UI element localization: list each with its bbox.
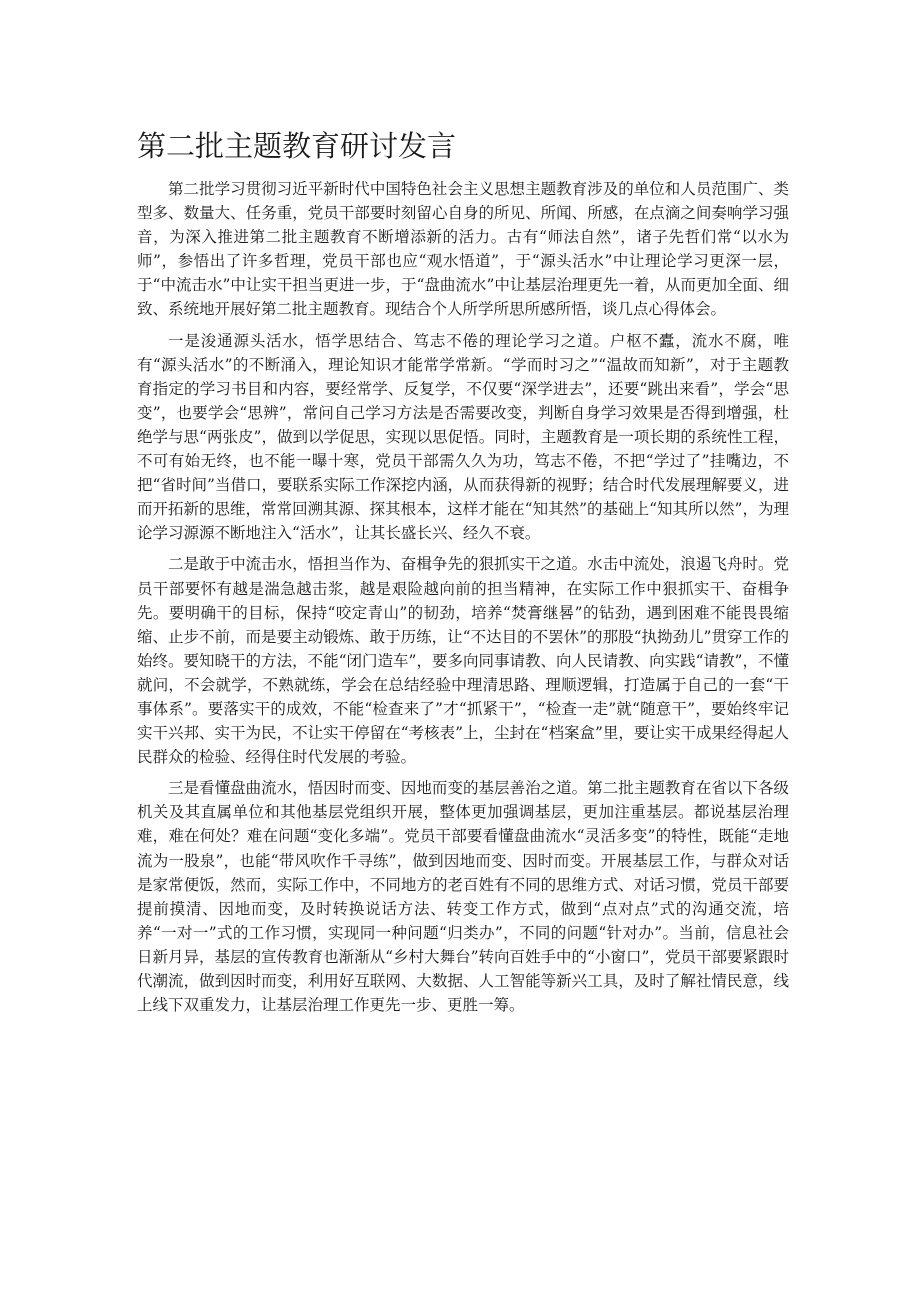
paragraph-grassroots-governance: 三是看懂盘曲流水，悟因时而变、因地而变的基层善治之道。第二批主题教育在省以下各级机关及其直属单位和其他基层党组织开展，整体更加强调基层，更加注重基层。都说基层治理难，难在何处？难在问题“变化多端”。党员干部要看懂盘曲流水“灵活多变”的特性，既能“走地流为一股泉”，也能“带风吹作千寻练”，做到因地而变、因时而变。开展基层工作，与群众对话是家常便饭，然而，实际工作中，不同地方的老百姓有不同的思维方式、对话习惯，党员干部要提前摸清、因地而变，及时转换说话方法、转变工作方式，做到“点对点”式的沟通交流，培养“一对一”式的工作习惯，实现同一种问题“归类办”，不同的问题“针对办”。当前，信息社会日新月异，基层的宣传教育也渐渐从“乡村大舞台”转向百姓手中的“小窗口”，党员干部要紧跟时代潮流，做到因时而变，利用好互联网、大数据、人工智能等新兴工具，及时了解社情民意，线上线下双重发力，让基层治理工作更先一步、更胜一筹。 — [137, 779, 789, 1015]
paragraph-intro: 第二批学习贯彻习近平新时代中国特色社会主义思想主题教育涉及的单位和人员范围广、类型多、数量大、任务重，党员干部要时刻留心自身的所见、所闻、所感，在点滴之间奏响学习强音，为深入推进第二批主题教育不断增添新的活力。古有“师法自然”，诸子先哲们常“以水为师”，参悟出了许多哲理，党员干部也应“观水悟道”，于“源头活水”中让理论学习更深一层，于“中流击水”中让实干担当更进一步，于“盘曲流水”中让基层治理更先一着，从而更加全面、细致、系统地开展好第二批主题教育。现结合个人所学所思所感所悟，谈几点心得体会。 — [137, 180, 789, 319]
paragraph-theory-study: 一是浚通源头活水，悟学思结合、笃志不倦的理论学习之道。户枢不蠹，流水不腐，唯有“源头活水”的不断涌入，理论知识才能常学常新。“学而时习之”“温故而知新”，对于主题教育指定的学习书目和内容，要经常学、反复学，不仅要“深学进去”，还要“跳出来看”，学会“思变”，也要学会“思辨”，常问自己学习方法是否需要改变，判断自身学习效果是否得到增强，杜绝学与思“两张皮”，做到以学促思，实现以思促悟。同时，主题教育是一项长期的系统性工程，不可有始无终，也不能一曝十寒，党员干部需久久为功，笃志不倦，不把“学过了”挂嘴边，不把“省时间”当借口，要联系实际工作深挖内涵，从而获得新的视野；结合时代发展理解要义，进而开拓新的思维，常常回溯其源、探其根本，这样才能在“知其然”的基础上“知其所以然”，为理论学习源源不断地注入“活水”，让其长盛长兴、经久不衰。 — [137, 331, 789, 543]
paragraph-hard-work: 二是敢于中流击水，悟担当作为、奋楫争先的狠抓实干之道。水击中流处，浪遏飞舟时。党员干部要怀有越是湍急越击浆，越是艰险越向前的担当精神，在实际工作中狠抓实干、奋楫争先。要明确干的目标，保持“咬定青山”的韧劲，培养“焚膏继晷”的钻劲，遇到困难不能畏畏缩缩、止步不前，而是要主动锻炼、敢于历练，让“不达目的不罢休”的那股“执拗劲儿”贯穿工作的始终。要知晓干的方法，不能“闭门造车”，要多向同事请教、向人民请教、向实践“请教”，不懂就问，不会就学，不熟就练，学会在总结经验中理清思路、理顺逻辑，打造属于自己的一套“干事体系”。要落实干的成效，不能“检查来了”才“抓紧干”，“检查一走”就“随意干”，要始终牢记实干兴邦、实干为民，不让实干停留在“考核表”上，尘封在“档案盒”里，要让实干成果经得起人民群众的检验、经得住时代发展的考验。 — [137, 555, 789, 767]
document-body — [137, 177, 789, 1024]
document-title: 第二批主题教育研讨发言 — [137, 129, 457, 163]
